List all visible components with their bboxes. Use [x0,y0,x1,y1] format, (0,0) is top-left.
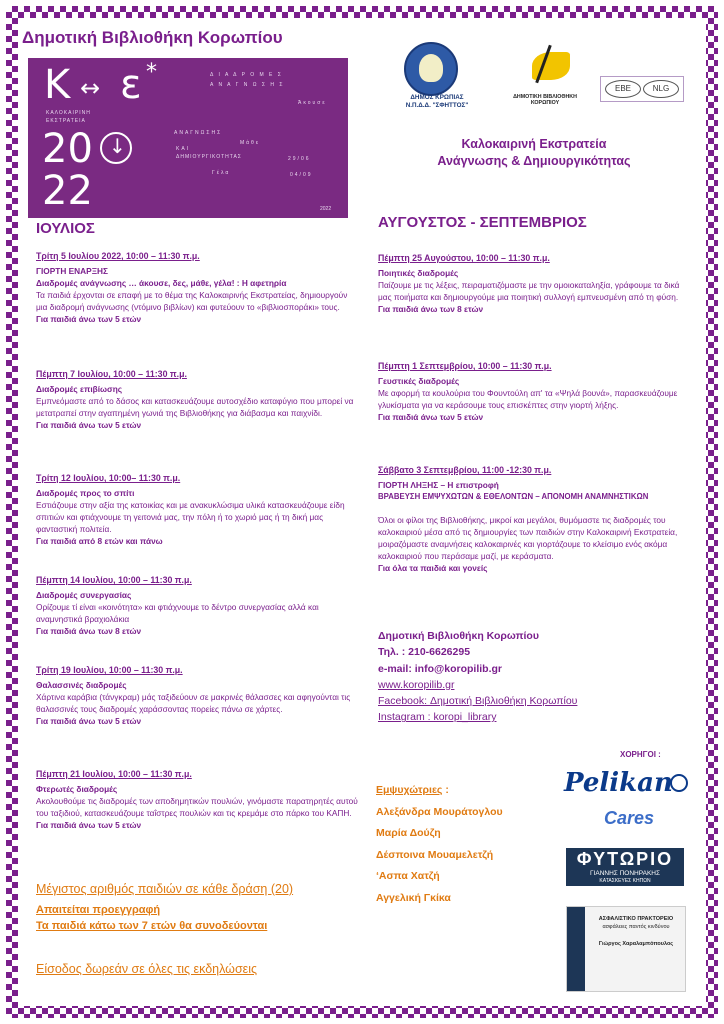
event-age: Για παιδιά άνω των 8 ετών [378,303,484,314]
heading-july: ΙΟΥΛΙΟΣ [36,220,95,237]
instagram-link[interactable]: Instagram : koropi_library [378,711,497,724]
contact-email[interactable]: e-mail: info@koropilib.gr [378,662,502,675]
animator-name: Μαρία Δούζη [376,827,441,840]
campaign-poster [28,58,348,218]
event-awards: ΒΡΑΒΕΥΣΗ ΕΜΨΥΧΩΤΩΝ & ΕΘΕΛΟΝΤΩΝ – ΑΠΟΝΟΜΗ ΑΝΑΜΝΗΣΤΙΚΩΝ [378,491,649,501]
poster-year: 2022 [320,206,332,212]
event-type: Φτερωτές διαδρομές [36,783,118,794]
event-july-7 [36,368,358,431]
event-age: Για παιδιά άνω των 5 ετών [36,313,142,324]
campaign-title [376,136,692,170]
registration-note: Απαιτείται προεγγραφή [36,904,161,916]
insurance-subtitle: ασφάλειες παντός κινδύνου [602,924,670,931]
poster-dimiourgikotitas: ΔΗΜΙΟΥΡΓΙΚΟΤΗΤΑΣ [176,154,242,160]
pelikan-bird-icon [670,774,688,792]
animator-name: Αγγελική Γκίκα [376,891,451,904]
poster-sub2: ΕΚΣΤΡΑΤΕΙΑ [46,118,86,124]
event-july-19 [36,664,358,727]
poster-akouse: Άκουσε [298,100,327,106]
campaign-title-line1: Καλοκαιρινή Εκστρατεία [461,137,607,151]
asterisk-icon: * [146,60,157,85]
heading-aug-sep: ΑΥΓΟΥΣΤΟΣ - ΣΕΠΤΕΜΒΡΙΟΣ [378,214,587,231]
contact-block [378,628,684,726]
poster-gela: Γέλα [212,170,231,176]
event-age: Για παιδιά άνω των 8 ετών [36,625,142,636]
animator-name: ‘Ασπα Χατζή [376,870,440,883]
event-date: Πέμπτη 1 Σεπτεμβρίου, 10:00 – 11:30 π.μ. [378,361,552,371]
event-date: Σάββατο 3 Σεπτεμβρίου, 11:00 -12:30 π.μ. [378,465,552,475]
fytorio-logo [566,848,684,886]
event-date: Τρίτη 19 Ιουλίου, 10:00 – 11:30 π.μ. [36,665,183,675]
poster-date-to: 04/09 [290,172,313,178]
event-type: Διαδρομές συνεργασίας [36,589,132,600]
dimos-name: ΔΗΜΟΣ ΚΡΩΠΙΑΣ [410,94,464,101]
event-age: Για παιδιά άνω των 5 ετών [36,819,142,830]
event-aug-25 [378,252,684,315]
event-age: Για παιδιά άνω των 5 ετών [36,715,142,726]
insurance-text [591,915,681,948]
poster-diadromes: Δ Ι Α Δ Ρ Ο Μ Ε Σ [210,72,283,78]
animator-name: Δέσποινα Μουαμελετζή [376,848,494,861]
contact-name: Δημοτική Βιβλιοθήκη Κορωπίου [378,630,539,642]
event-type: Διαδρομές επιβίωσης [36,383,123,394]
nlg-logo: NLG [643,80,679,98]
npdd-name: Ν.Π.Δ.Δ. "ΣΦΗΤΤΟΣ" [405,102,469,110]
insurance-sidebar [567,907,585,991]
under-7-note: Τα παιδιά κάτω των 7 ετών θα συνοδεύονται [36,920,268,932]
animator-name: Αλεξάνδρα Μουράτογλου [376,805,503,818]
event-type: Διαδρομές προς το σπίτι [36,487,135,498]
sponsors-label: ΧΟΡΗΓΟΙ : [620,750,661,759]
event-type: ΓΙΟΡΤΗ ΕΝΑΡΞΗΣ [36,265,109,276]
poster-date-from: 29/06 [288,156,311,162]
event-description: Εμπνεόμαστε από το δάσος και κατασκευάζουμε αυτοσχέδιο καταφύγιο που μπορεί να μετατραπεί στην αγαπημένη γωνιά της Βιβλιοθήκης για διάβασμα και παιχνίδι. [36,395,354,418]
event-description: Εστιάζουμε στην αξία της κατοικίας και με ανακυκλώσιμα υλικά κατασκευάζουμε είδη σπιτιών και φτιάχνουμε τη γειτονιά μας, την πόλη ή το χωριό μας ή τη δική μας φανταστική πολιτεία. [36,499,345,534]
event-date: Πέμπτη 14 Ιουλίου, 10:00 – 11:30 π.μ. [36,575,192,585]
library-caption: ΔΗΜΟΤΙΚΗ ΒΙΒΛΙΟΘΗΚΗ ΚΟΡΩΠΙΟΥ [513,94,577,106]
event-july-21 [36,768,358,831]
library-logo [512,44,576,92]
insurance-ad [566,906,686,992]
event-age: Για παιδιά άνω των 5 ετών [378,411,484,422]
event-subtitle: Διαδρομές ανάγνωσης … άκουσε, δες, μάθε, γέλα! : Η αφετηρία [36,277,287,288]
animators-colon: : [442,784,449,796]
event-type: ΓΙΟΡΤΗ ΛΗΞΗΣ – Η επιστροφή [378,479,499,490]
tree-icon [419,54,443,82]
dimos-kropias-caption [392,94,482,110]
poster-anagnosis: Α Ν Α Γ Ν Ω Σ Η Σ [210,82,285,88]
poster-anagnosis2: ΑΝΑΓΝΩΣΗΣ [174,130,223,136]
event-date: Τρίτη 5 Ιουλίου 2022, 10:00 – 11:30 π.μ. [36,251,200,261]
fytorio-owner: ΓΙΑΝΝΗΣ ΠΟΝΗΡΑΚΗΣ [589,870,660,877]
event-type: Θαλασσινές διαδρομές [36,679,127,690]
insurance-title: ΑΣΦΑΛΙΣΤΙΚΟ ΠΡΑΚΤΟΡΕΙΟ [598,916,674,922]
event-sep-1 [378,360,684,423]
website-link[interactable]: www.koropilib.gr [378,678,455,691]
event-date: Πέμπτη 25 Αυγούστου, 10:00 – 11:30 π.μ. [378,253,550,263]
poster-year-top: 20 [42,126,93,172]
poster-sub1: ΚΑΛΟΚΑΙΡΙΝΗ [46,110,91,116]
event-date: Τρίτη 12 Ιουλίου, 10:00– 11:30 π.μ. [36,473,181,483]
page-title: Δημοτική Βιβλιοθήκη Κορωπίου [22,28,283,47]
contact-phone: Τηλ. : 210-6626295 [378,646,471,659]
event-date: Πέμπτη 7 Ιουλίου, 10:00 – 11:30 π.μ. [36,369,187,379]
event-date: Πέμπτη 21 Ιουλίου, 10:00 – 11:30 π.μ. [36,769,192,779]
arrow-down-icon: ↓ [109,134,126,158]
dimos-kropias-logo [404,42,458,96]
event-description: Χάρτινα καράβια (τάνγκραμ) μάς ταξιδεύουν σε μακρινές θάλασσες και αφηγούνται τις θαλασσινές τους διαδρομές χαράσσοντας πορείες πάνω σε χάρτες. [36,691,351,714]
poster-k: Κ [44,62,71,108]
event-description: Ακολουθούμε τις διαδρομές των αποδημητικών πουλιών, γινόμαστε παρατηρητές αυτού του ταξιδιού, κατασκευάζουμε ταΐστρες πουλιών και τις κρεμάμε στο πάρκο του ΚΑΠΗ. [36,795,358,818]
event-age: Για όλα τα παιδιά και γονείς [378,563,488,574]
event-july-5 [36,250,358,325]
poster-kai: ΚΑΙ [176,146,191,152]
event-description: Με αφορμή τα κουλούρια του Φουντούλη απ' τα «Ψηλά βουνά», παρασκευάζουμε γλυκίσματα για να κεράσουμε τους επισκέπτες στην γιορτή λήξης. [378,387,678,410]
cares-logo: Cares [604,808,655,828]
animators-block [376,780,503,909]
insurance-agent: Γιώργος Χαραλαμπόπουλος [598,940,674,947]
event-type: Γευστικές διαδρομές [378,375,460,386]
poster-mathe: Μάθε [240,140,261,146]
event-age: Για παιδιά άνω των 5 ετών [36,419,142,430]
event-july-14 [36,574,358,637]
event-description: Όλοι οι φίλοι της Βιβλιοθήκης, μικροί και μεγάλοι, θυμόμαστε τις διαδρομές του καλοκαιριού μέσα από τις δημιουργίες των παιδιών στην Καλοκαιρινή Εκστρατεία, μοιραζόμαστε αναμνήσεις καλοκαιρινές και γιορτάζουμε το κλείσιμο ενός ακόμα καλοκαιριού που περάσαμε μαζί, με κεράσματα. [378,515,678,562]
fytorio-tagline: ΚΑΤΑΣΚΕΥΕΣ ΚΗΠΩΝ [599,878,651,884]
pelikan-logo: Pelikan [564,768,673,798]
event-age: Για παιδιά από 8 ετών και πάνω [36,535,163,546]
event-description: Παίζουμε με τις λέξεις, πειραματιζόμαστε με την ομοιοκαταληξία, γράφουμε τα δικά μας ποιήματα και δημιουργούμε μια ποιητική συλλογή εμπνευσμένη από τη φύση. [378,279,680,302]
ebe-nlg-logo [600,76,684,102]
facebook-link[interactable]: Facebook: Δημοτική Βιβλιοθήκη Κορωπίου [378,695,578,708]
poster-year-bottom: 22 [42,168,93,214]
event-july-12 [36,472,358,547]
campaign-title-line2: Ανάγνωσης & Δημιουργικότητας [437,153,631,168]
max-children-note: Μέγιστος αριθμός παιδιών σε κάθε δράση (20) [36,882,294,896]
event-description: Ορίζουμε τί είναι «κοινότητα» και φτιάχνουμε το δέντρο συνεργασίας αλλά και αναμνηστικά βραχιολάκια [36,601,319,624]
animators-label: Εμψυχώτριες [376,784,443,796]
arrow-lr-icon: ↔ [80,74,101,102]
fytorio-title: ΦΥΤΩΡΙΟ [576,849,674,869]
event-sep-3 [378,464,684,574]
poster-e: ε [120,62,142,108]
free-entry-note: Είσοδος δωρεάν σε όλες τις εκδηλώσεις [36,962,258,976]
event-description: Τα παιδιά έρχονται σε επαφή με το θέμα της Καλοκαιρινής Εκστρατείας, δημιουργούν μια διαδρομή ανάγνωσης (ντόμινο βιβλίων) και φυτεύουν το «βιβλιοσποράκι» τους. [36,289,348,312]
ebe-logo: EBE [605,80,641,98]
event-type: Ποιητικές διαδρομές [378,267,459,278]
